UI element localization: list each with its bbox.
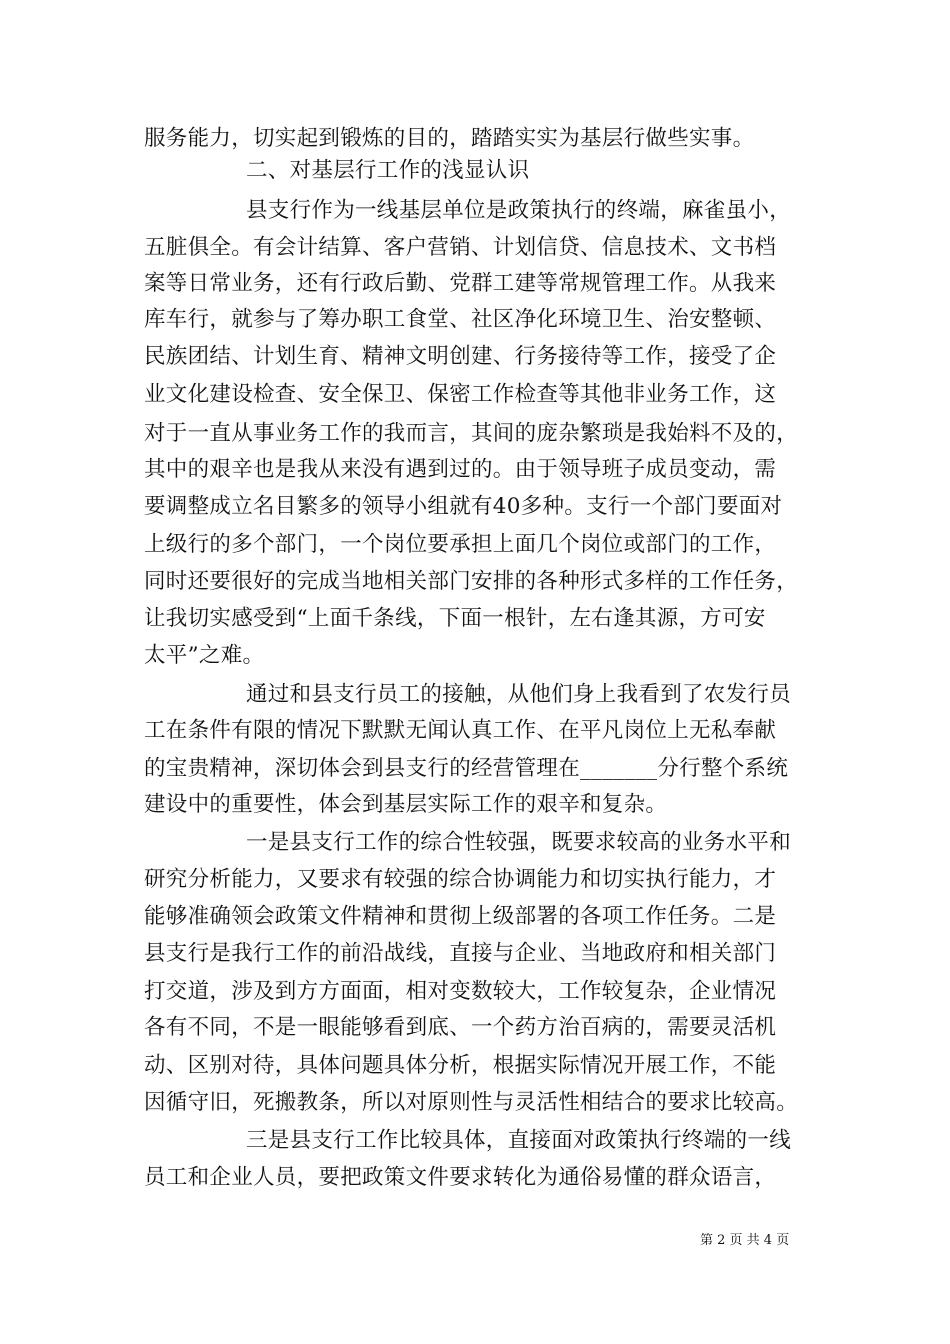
text-line: 服务能力，切实起到锻炼的目的，踏踏实实为基层行做些实事。 [144, 126, 755, 151]
text-line: 动、区别对待，具体问题具体分析，根据实际情况开展工作，不能 [144, 1053, 777, 1078]
text-line: 各有不同，不是一眼能够看到底、一个药方治百病的，需要灵活机 [144, 1015, 777, 1040]
text-line: 县支行是我行工作的前沿战线，直接与企业、当地政府和相关部门 [144, 941, 777, 966]
text-line: 要调整成立名目繁多的领导小组就有40多种。支行一个部门要面对 [144, 494, 783, 519]
text-line: 五脏俱全。有会计结算、客户营销、计划信贷、信息技术、文书档 [144, 235, 777, 260]
text-line: 让我切实感受到“上面千条线，下面一根针，左右逢其源，方可安 [144, 606, 766, 631]
text-line: 其中的艰辛也是我从来没有遇到过的。由于领导班子成员变动，需 [144, 457, 777, 482]
text-line: 的宝贵精神，深切体会到县支行的经营管理在_______分行整个系统 [144, 756, 789, 781]
text-line: 能够准确领会政策文件精神和贯彻上级部署的各项工作任务。二是 [144, 904, 777, 929]
text-line: 民族团结、计划生育、精神文明创建、行务接待等工作，接受了企 [144, 344, 777, 369]
text-line: 对于一直从事业务工作的我而言，其间的庞杂繁琐是我始料不及的， [144, 421, 799, 446]
text-line: 库车行，就参与了筹办职工食堂、社区净化环境卫生、治安整顿、 [144, 307, 777, 332]
text-line: 通过和县支行员工的接触，从他们身上我看到了农发行员 [246, 682, 792, 707]
text-line: 建设中的重要性，体会到基层实际工作的艰辛和复杂。 [144, 792, 668, 817]
text-line: 因循守旧，死搬教条，所以对原则性与灵活性相结合的要求比较高。 [144, 1090, 799, 1115]
text-line: 太平”之难。 [144, 643, 265, 668]
text-line: 上级行的多个部门，一个岗位要承担上面几个岗位或部门的工作， [144, 532, 777, 557]
text-line: 县支行作为一线基层单位是政策执行的终端，麻雀虽小， [246, 198, 792, 223]
text-line: 案等日常业务，还有行政后勤、党群工建等常规管理工作。从我来 [144, 271, 777, 296]
text-line: 三是县支行工作比较具体，直接面对政策执行终端的一线 [246, 1128, 792, 1153]
text-line: 员工和企业人员，要把政策文件要求转化为通俗易懂的群众语言， [144, 1165, 777, 1190]
text-line: 同时还要很好的完成当地相关部门安排的各种形式多样的工作任务， [144, 569, 799, 594]
text-line: 业文化建设检查、安全保卫、保密工作检查等其他非业务工作，这 [144, 382, 777, 407]
text-line: 一是县支行工作的综合性较强，既要求较高的业务水平和 [246, 830, 792, 855]
text-line: 打交道，涉及到方方面面，相对变数较大，工作较复杂，企业情况 [144, 979, 777, 1004]
page-number-footer: 第 2 页 共 4 页 [700, 1233, 790, 1248]
text-line: 工在条件有限的情况下默默无闻认真工作、在平凡岗位上无私奉献 [144, 718, 777, 743]
section-heading: 二、对基层行工作的浅显认识 [246, 158, 530, 183]
text-line: 研究分析能力，又要求有较强的综合协调能力和切实执行能力，才 [144, 867, 777, 892]
